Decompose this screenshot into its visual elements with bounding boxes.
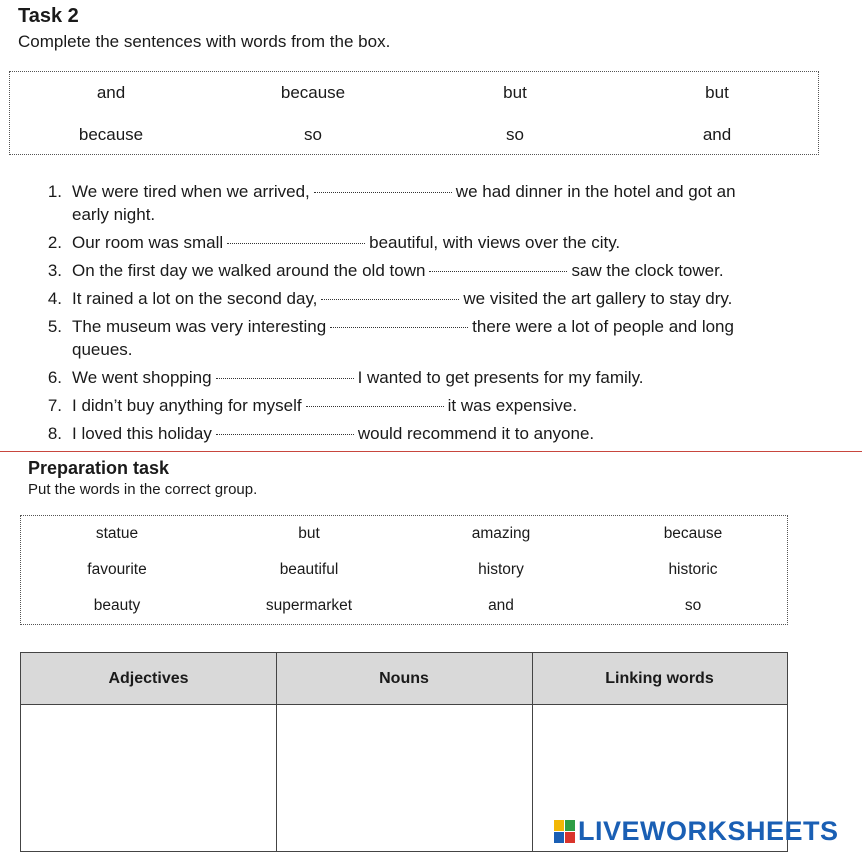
sentence-text-before: I didn’t buy anything for myself — [72, 396, 302, 415]
word-box-word: so — [304, 125, 322, 144]
word-box-word: and — [702, 125, 732, 144]
sentence-text-after: it was expensive. — [447, 396, 578, 415]
answer-gap[interactable] — [429, 270, 567, 272]
sentence-text-after: we visited the art gallery to stay dry. — [463, 289, 733, 308]
sentence-text-after: saw the clock tower. — [571, 261, 724, 280]
sentence-text-before: It rained a lot on the second day, — [72, 289, 318, 308]
word-box-word: but — [705, 83, 729, 102]
sentence-text-before: We went shopping — [72, 368, 212, 387]
answer-gap[interactable] — [216, 433, 354, 435]
sentence-text-after: beautiful, with views over the city. — [369, 233, 621, 252]
column-header-linking-words: Linking words — [532, 653, 787, 705]
draggable-word[interactable]: statue — [95, 525, 139, 542]
answer-gap[interactable] — [227, 242, 365, 244]
sentence-text-continued: queues. — [72, 340, 133, 359]
sentence-text-after: we had dinner in the hotel and got an — [455, 182, 736, 201]
sentence-number: 1. — [47, 182, 62, 201]
word-box-word: because — [78, 125, 144, 144]
draggable-word[interactable]: and — [488, 597, 514, 614]
draggable-word[interactable]: supermarket — [265, 597, 353, 614]
answer-gap[interactable] — [330, 326, 468, 328]
draggable-word[interactable]: favourite — [87, 561, 147, 578]
task-title: Task 2 — [18, 5, 79, 27]
word-box-word: so — [506, 125, 524, 144]
column-header-nouns: Nouns — [276, 653, 532, 705]
sentence-text-after: there were a lot of people and long — [472, 317, 734, 336]
sentence-number: 8. — [47, 424, 62, 443]
preparation-word-box — [20, 515, 788, 625]
task-instruction: Complete the sentences with words from the box. — [18, 32, 391, 51]
preparation-instruction: Put the words in the correct group. — [28, 481, 258, 498]
answer-gap[interactable] — [321, 298, 459, 300]
draggable-word[interactable]: amazing — [471, 525, 531, 542]
sentence-text-before: I loved this holiday — [72, 424, 212, 443]
sentence-text-before: We were tired when we arrived, — [72, 182, 310, 201]
sentence-text-after: would recommend it to anyone. — [357, 424, 595, 443]
drop-zone-nouns[interactable] — [277, 706, 532, 851]
word-box-word: but — [503, 83, 527, 102]
sentence-number: 2. — [47, 233, 62, 252]
word-box-word: and — [96, 83, 126, 102]
sentence-text-before: Our room was small — [72, 233, 224, 252]
answer-gap[interactable] — [314, 191, 452, 193]
draggable-word[interactable]: but — [298, 525, 320, 542]
answer-gap[interactable] — [216, 377, 354, 379]
sentence-number: 7. — [47, 396, 62, 415]
sentence-text-continued: early night. — [72, 205, 156, 224]
sentence-text-before: On the first day we walked around the old town — [72, 261, 426, 280]
sentence-number: 5. — [47, 317, 62, 336]
sentence-text-before: The museum was very interesting — [72, 317, 327, 336]
draggable-word[interactable]: because — [663, 525, 723, 542]
sentence-text-after: I wanted to get presents for my family. — [357, 368, 644, 387]
logo-text: LIVEWORKSHEETS — [578, 816, 839, 846]
drop-zone-adjectives[interactable] — [21, 706, 276, 851]
column-header-adjectives: Adjectives — [21, 653, 276, 705]
section-divider — [0, 451, 862, 452]
draggable-word[interactable]: history — [478, 561, 524, 578]
draggable-word[interactable]: beautiful — [279, 561, 339, 578]
sentence-number: 4. — [47, 289, 62, 308]
sentence-number: 6. — [47, 368, 62, 387]
word-box — [9, 71, 819, 155]
word-box-word: because — [280, 83, 346, 102]
draggable-word[interactable]: historic — [668, 561, 718, 578]
liveworksheets-logo — [554, 816, 839, 847]
draggable-word[interactable]: beauty — [93, 597, 141, 614]
logo-grid-icon — [554, 820, 575, 843]
draggable-word[interactable]: so — [684, 597, 702, 614]
sentence-number: 3. — [47, 261, 62, 280]
answer-gap[interactable] — [306, 405, 444, 407]
preparation-title: Preparation task — [28, 458, 170, 478]
